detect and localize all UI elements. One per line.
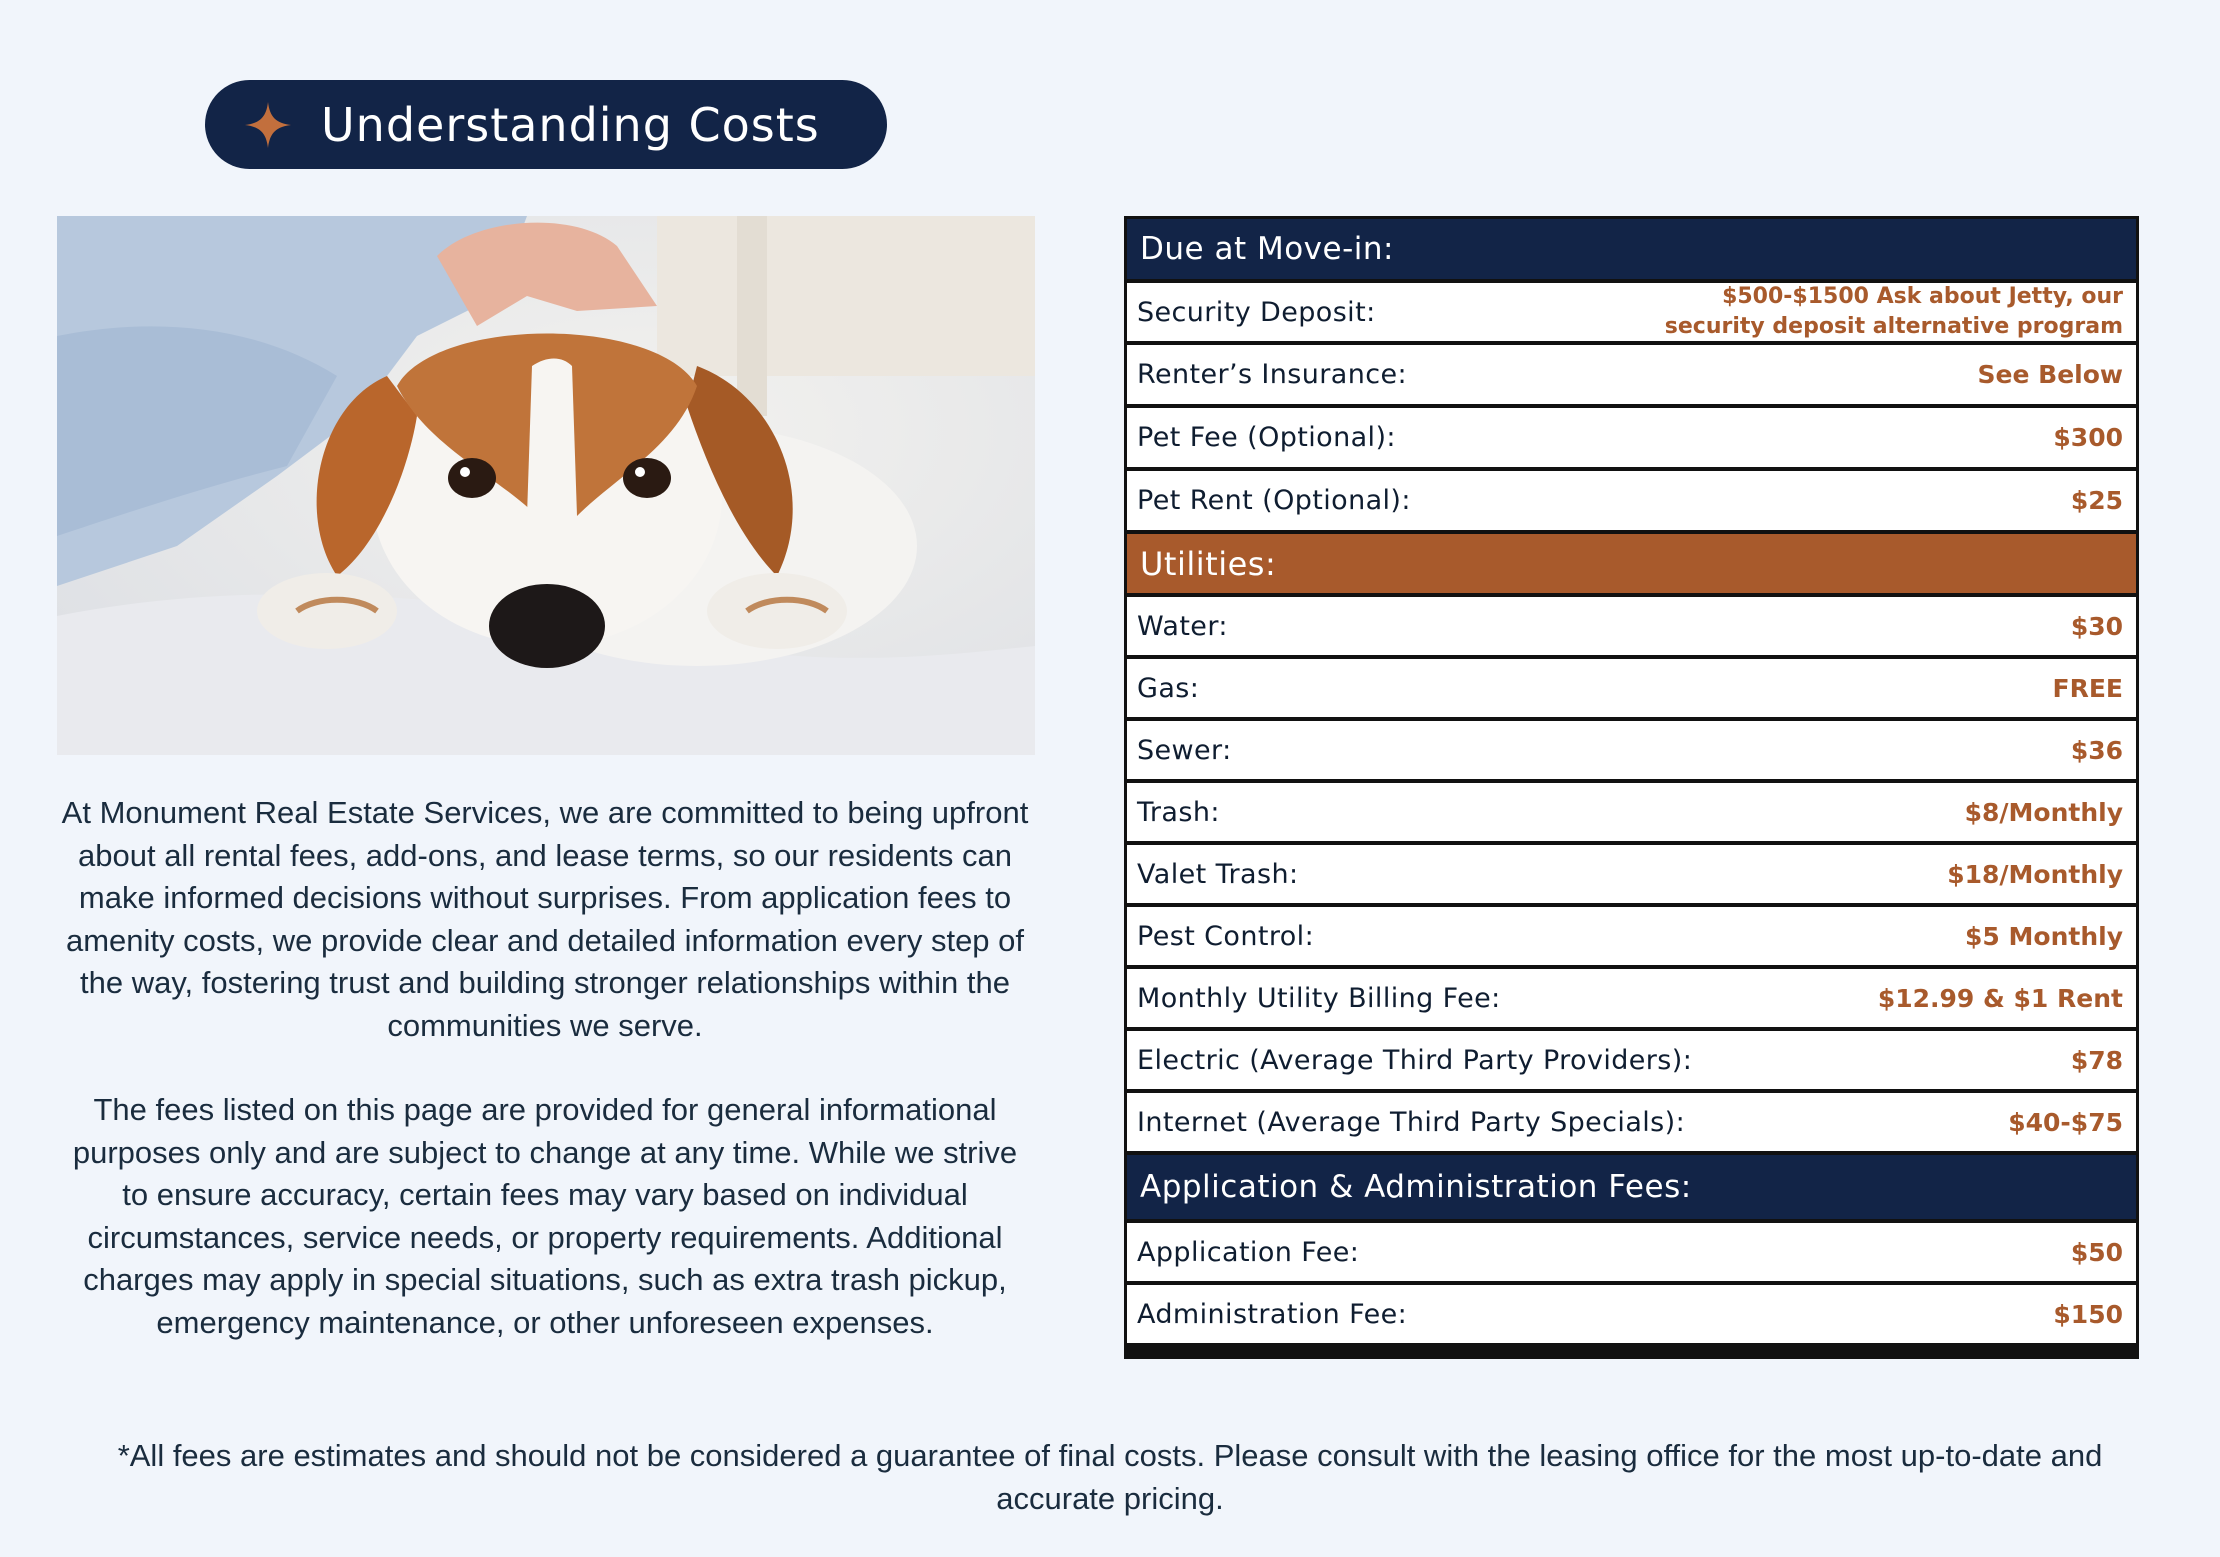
table-row bbox=[1127, 597, 2136, 655]
row-label: Monthly Utility Billing Fee: bbox=[1137, 982, 1501, 1014]
sparkle-icon bbox=[245, 102, 291, 148]
row-label: Water: bbox=[1137, 610, 1228, 642]
page-title: Understanding Costs bbox=[321, 97, 820, 152]
row-value: $8/Monthly bbox=[1964, 797, 2123, 827]
row-value: $25 bbox=[2070, 486, 2123, 515]
dog-photo bbox=[57, 216, 1035, 755]
row-label: Sewer: bbox=[1137, 734, 1232, 766]
row-value: $30 bbox=[2070, 611, 2123, 641]
footnote: *All fees are estimates and should not be considered a guarantee of final costs. Please consult with the leasing office for the most up-to-date and accurate pricing. bbox=[117, 1438, 2103, 1516]
section-title-pill bbox=[205, 80, 887, 169]
table-row bbox=[1127, 1093, 2136, 1151]
row-label: Pest Control: bbox=[1137, 920, 1315, 952]
row-label: Administration Fee: bbox=[1137, 1298, 1408, 1330]
row-value: $300 bbox=[2053, 423, 2123, 452]
intro-paragraph-2: The fees listed on this page are provided for general informational purposes only and are subject to change at any time. While we strive to ensure accuracy, certain fees may vary based on individual circumstances, service needs, or property requirements. Additional charges may apply in special situations, such as extra trash pickup, emergency maintenance, or other unforeseen expenses. bbox=[72, 1092, 1018, 1340]
table-row bbox=[1127, 471, 2136, 530]
table-row bbox=[1127, 907, 2136, 965]
admin-heading: Application & Administration Fees: bbox=[1127, 1155, 2136, 1219]
intro-paragraph-1: At Monument Real Estate Services, we are committed to being upfront about all rental fees, add-ons, and lease terms, so our residents can make informed decisions without surprises. From application fees to amenity costs, we provide clear and detailed information every step of the way, fostering trust and building stronger relationships within the communities we serve. bbox=[61, 795, 1029, 1043]
row-label: Application Fee: bbox=[1137, 1236, 1360, 1268]
row-label: Gas: bbox=[1137, 672, 1200, 704]
table-row bbox=[1127, 283, 2136, 341]
row-value: $78 bbox=[2070, 1045, 2123, 1075]
row-label: Pet Fee (Optional): bbox=[1137, 422, 1396, 453]
intro-text bbox=[60, 792, 1030, 1344]
row-label: Internet (Average Third Party Specials): bbox=[1137, 1106, 1686, 1138]
costs-table bbox=[1124, 216, 2139, 1359]
table-row bbox=[1127, 969, 2136, 1027]
table-row bbox=[1127, 1223, 2136, 1281]
row-value: $12.99 & $1 Rent bbox=[1877, 983, 2123, 1013]
row-value: $500-$1500 Ask about Jetty, our security deposit alternative program bbox=[1664, 284, 2123, 339]
utilities-heading: Utilities: bbox=[1127, 534, 2136, 593]
row-value: FREE bbox=[2052, 673, 2123, 703]
row-label: Valet Trash: bbox=[1137, 858, 1299, 890]
table-row bbox=[1127, 783, 2136, 841]
row-value: See Below bbox=[1977, 360, 2123, 389]
table-row bbox=[1127, 345, 2136, 404]
row-value: $150 bbox=[2053, 1299, 2123, 1329]
row-label: Pet Rent (Optional): bbox=[1137, 485, 1411, 516]
table-row bbox=[1127, 408, 2136, 467]
row-value: $40-$75 bbox=[2008, 1107, 2123, 1137]
row-label: Renter’s Insurance: bbox=[1137, 359, 1407, 390]
row-label: Trash: bbox=[1137, 796, 1220, 828]
table-row bbox=[1127, 1031, 2136, 1089]
row-label: Electric (Average Third Party Providers): bbox=[1137, 1044, 1693, 1076]
move-in-heading: Due at Move-in: bbox=[1127, 219, 2136, 279]
row-label: Security Deposit: bbox=[1137, 296, 1376, 328]
row-value: $50 bbox=[2070, 1237, 2123, 1267]
row-value: $36 bbox=[2070, 735, 2123, 765]
table-row bbox=[1127, 1285, 2136, 1343]
row-value: $5 Monthly bbox=[1965, 921, 2123, 951]
table-row bbox=[1127, 721, 2136, 779]
table-row bbox=[1127, 845, 2136, 903]
row-value: $18/Monthly bbox=[1947, 859, 2123, 889]
table-row bbox=[1127, 659, 2136, 717]
